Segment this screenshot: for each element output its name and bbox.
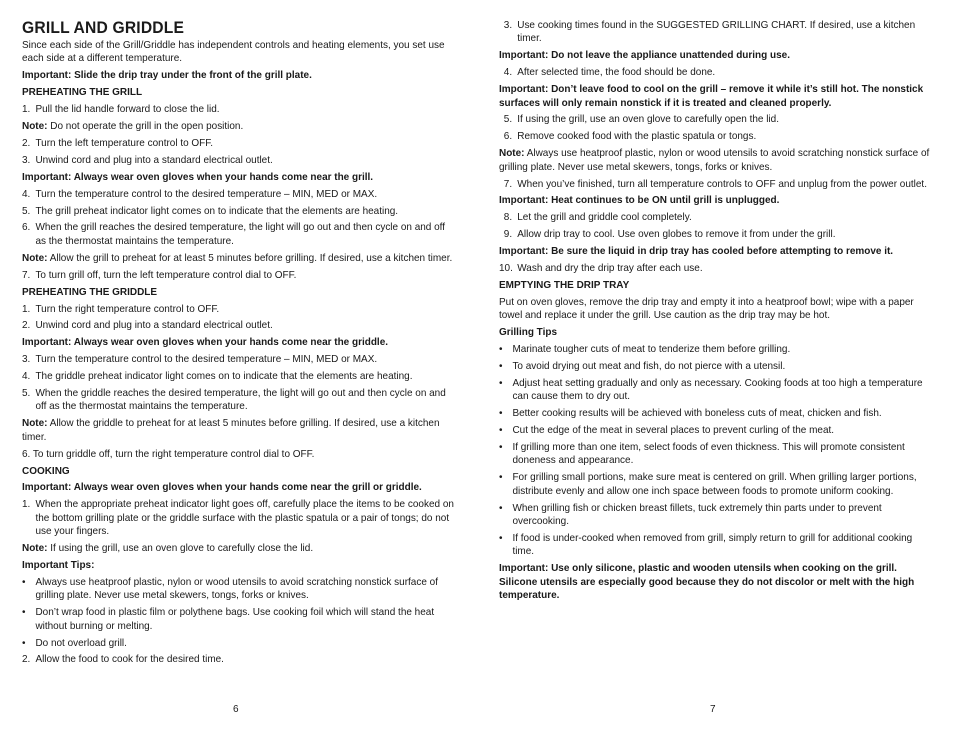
page-title: GRILL AND GRIDDLE bbox=[22, 18, 185, 37]
page-number: 7 bbox=[710, 704, 716, 715]
cooking-step-5: 5. If using the grill, use an oven glove to carefully open the lid. bbox=[503, 114, 779, 126]
important-tips-heading: Important Tips: bbox=[22, 560, 95, 571]
cooking-step-9: 9. Allow drip tray to cool. Use oven globes to remove it from under the grill. bbox=[503, 229, 836, 241]
grilling-tip: • When grilling fish or chicken breast fillets, tuck extremely thin parts under to prevent overcooking. bbox=[499, 502, 882, 528]
cooking-step-4: 4. After selected time, the food should be done. bbox=[503, 67, 716, 79]
cooking-note: Note: If using the grill, use an oven glove to carefully close the lid. bbox=[22, 543, 314, 555]
left-page bbox=[22, 0, 456, 738]
griddle-step-4: 4. The griddle preheat indicator light comes on to indicate that the elements are heating. bbox=[22, 371, 413, 383]
cooking-heading: COOKING bbox=[22, 465, 70, 477]
cooking-step-7: 7. When you’ve finished, turn all temperature controls to OFF and unplug from the power outlet. bbox=[503, 178, 927, 190]
emptying-text: Put on oven gloves, remove the drip tray and empty it into a heatproof bowl; wipe with a paper towel and replace it under the grill. Use caution as the drip tray may be hot. bbox=[499, 296, 914, 322]
grilling-tip: • To avoid drying out meat and fish, do not pierce with a utensil. bbox=[499, 361, 786, 373]
important-liquid: Important: Be sure the liquid in drip tray has cooled before attempting to remove it. bbox=[499, 246, 894, 258]
right-content bbox=[499, 19, 934, 606]
grill-step-5: 5. The grill preheat indicator light comes on to indicate that the elements are heating. bbox=[22, 205, 399, 217]
left-content bbox=[22, 18, 456, 670]
important-gloves-grill: Important: Always wear oven gloves when your hands come near the grill. bbox=[22, 171, 374, 183]
grilling-tips-heading: Grilling Tips bbox=[499, 327, 558, 339]
grilling-tip: • For grilling small portions, make sure meat is centered on grill. When grilling larger portions, distribute evenly and allow one inch space between foods to promote uniform cooking. bbox=[499, 472, 917, 497]
utensils-note: Note: Always use heatproof plastic, nylon or wood utensils to avoid scratching nonstick surface of grilling plate. Never use metal skewers, tongs, forks or knives. bbox=[499, 148, 930, 173]
cooking-step-8: 8. Let the grill and griddle cool completely. bbox=[503, 212, 692, 224]
grill-step-4: 4. Turn the temperature control to the desired temperature – MIN, MED or MAX. bbox=[22, 188, 378, 200]
grilling-tip: • If grilling more than one item, select foods of even thickness. This will promote consistent doneness and appearance. bbox=[499, 442, 905, 467]
preheat-grill-heading: PREHEATING THE GRILL bbox=[22, 87, 143, 99]
griddle-step-3: 3. Turn the temperature control to the desired temperature – MIN, MED or MAX. bbox=[22, 354, 378, 366]
tip-item: • Do not overload grill. bbox=[22, 637, 127, 649]
grill-note-1: Note: Do not operate the grill in the open position. bbox=[22, 121, 244, 133]
important-unattended: Important: Do not leave the appliance unattended during use. bbox=[499, 50, 790, 62]
important-gloves-both: Important: Always wear oven gloves when your hands come near the grill or griddle. bbox=[22, 482, 422, 494]
griddle-step-6: 6. To turn griddle off, turn the right temperature control dial to OFF. bbox=[22, 448, 315, 460]
grill-step-3: 3. Unwind cord and plug into a standard electrical outlet. bbox=[22, 154, 273, 166]
preheat-griddle-heading: PREHEATING THE GRIDDLE bbox=[22, 286, 158, 298]
grill-note-2: Note: Allow the grill to preheat for at least 5 minutes before grilling. If desired, use a kitchen timer. bbox=[22, 252, 453, 264]
tip-item: • Always use heatproof plastic, nylon or wood utensils to avoid scratching nonstick surface of grilling plate. Never use metal skewers, tongs, forks or knives. bbox=[22, 576, 438, 602]
grilling-tip: • Marinate tougher cuts of meat to tenderize them before grilling. bbox=[499, 344, 791, 356]
cooking-step-10: 10. Wash and dry the drip tray after each use. bbox=[499, 263, 703, 275]
griddle-step-5: 5. When the griddle reaches the desired temperature, the light will go out and then cycle on and off as the thermostat maintains the temperature. bbox=[22, 388, 446, 413]
grilling-tip: • If food is under-cooked when removed from grill, simply return to grill for additional cooking time. bbox=[499, 533, 913, 558]
grill-step-1: 1. Pull the lid handle forward to close the lid. bbox=[22, 104, 220, 116]
cooking-step-6: 6. Remove cooked food with the plastic spatula or tongs. bbox=[503, 131, 757, 143]
grill-step-2: 2. Turn the left temperature control to OFF. bbox=[22, 137, 214, 149]
griddle-step-1: 1. Turn the right temperature control to OFF. bbox=[22, 303, 220, 315]
grill-step-7: 7. To turn grill off, turn the left temperature control dial to OFF. bbox=[22, 269, 297, 281]
griddle-step-2: 2. Unwind cord and plug into a standard electrical outlet. bbox=[22, 320, 273, 332]
right-page bbox=[499, 0, 934, 738]
grilling-tip: • Adjust heat setting gradually and only as necessary. Cooking foods at too high a temperature can cause them to dry out. bbox=[499, 377, 923, 403]
important-drip-tray: Important: Slide the drip tray under the front of the grill plate. bbox=[22, 70, 312, 82]
important-silicone: Important: Use only silicone, plastic and wooden utensils when cooking on the grill. Silicone utensils are especially good because they do not discolor or melt with the high temperature. bbox=[499, 563, 915, 602]
tip-item: • Don’t wrap food in plastic film or polythene bags. Use cooking foil which will stand the heat without burning or melting. bbox=[22, 607, 435, 632]
important-cool: Important: Don’t leave food to cool on the grill – remove it while it’s still hot. The nonstick surfaces will only remain nonstick if it is treated and cleaned properly. bbox=[499, 84, 924, 109]
important-gloves-griddle: Important: Always wear oven gloves when your hands come near the griddle. bbox=[22, 337, 389, 349]
cooking-step-1: 1. When the appropriate preheat indicator light goes off, carefully place the items to be cooked on the bottom grilling plate or the griddle surface with the plastic spatula or a pair of tongs; do not use your fingers. bbox=[22, 499, 454, 538]
grill-step-6: 6. When the grill reaches the desired temperature, the light will go out and then cycle on and off as the thermostat maintains the temperature. bbox=[22, 222, 446, 247]
important-heat: Important: Heat continues to be ON until grill is unplugged. bbox=[499, 195, 780, 207]
page-number: 6 bbox=[233, 704, 239, 715]
emptying-heading: EMPTYING THE DRIP TRAY bbox=[499, 280, 630, 291]
cooking-step-2: 2. Allow the food to cook for the desired time. bbox=[22, 654, 224, 666]
cooking-step-3: 3. Use cooking times found in the SUGGESTED GRILLING CHART. If desired, use a kitchen timer. bbox=[503, 20, 916, 45]
intro-text: Since each side of the Grill/Griddle has independent controls and heating elements, you set use each side at a different temperature. bbox=[22, 40, 445, 65]
griddle-note: Note: Allow the griddle to preheat for at least 5 minutes before grilling. If desired, use a kitchen timer. bbox=[22, 418, 440, 443]
grilling-tip: • Better cooking results will be achieved with boneless cuts of meat, chicken and fish. bbox=[499, 408, 882, 420]
grilling-tip: • Cut the edge of the meat in several places to prevent curling of the meat. bbox=[499, 425, 835, 437]
